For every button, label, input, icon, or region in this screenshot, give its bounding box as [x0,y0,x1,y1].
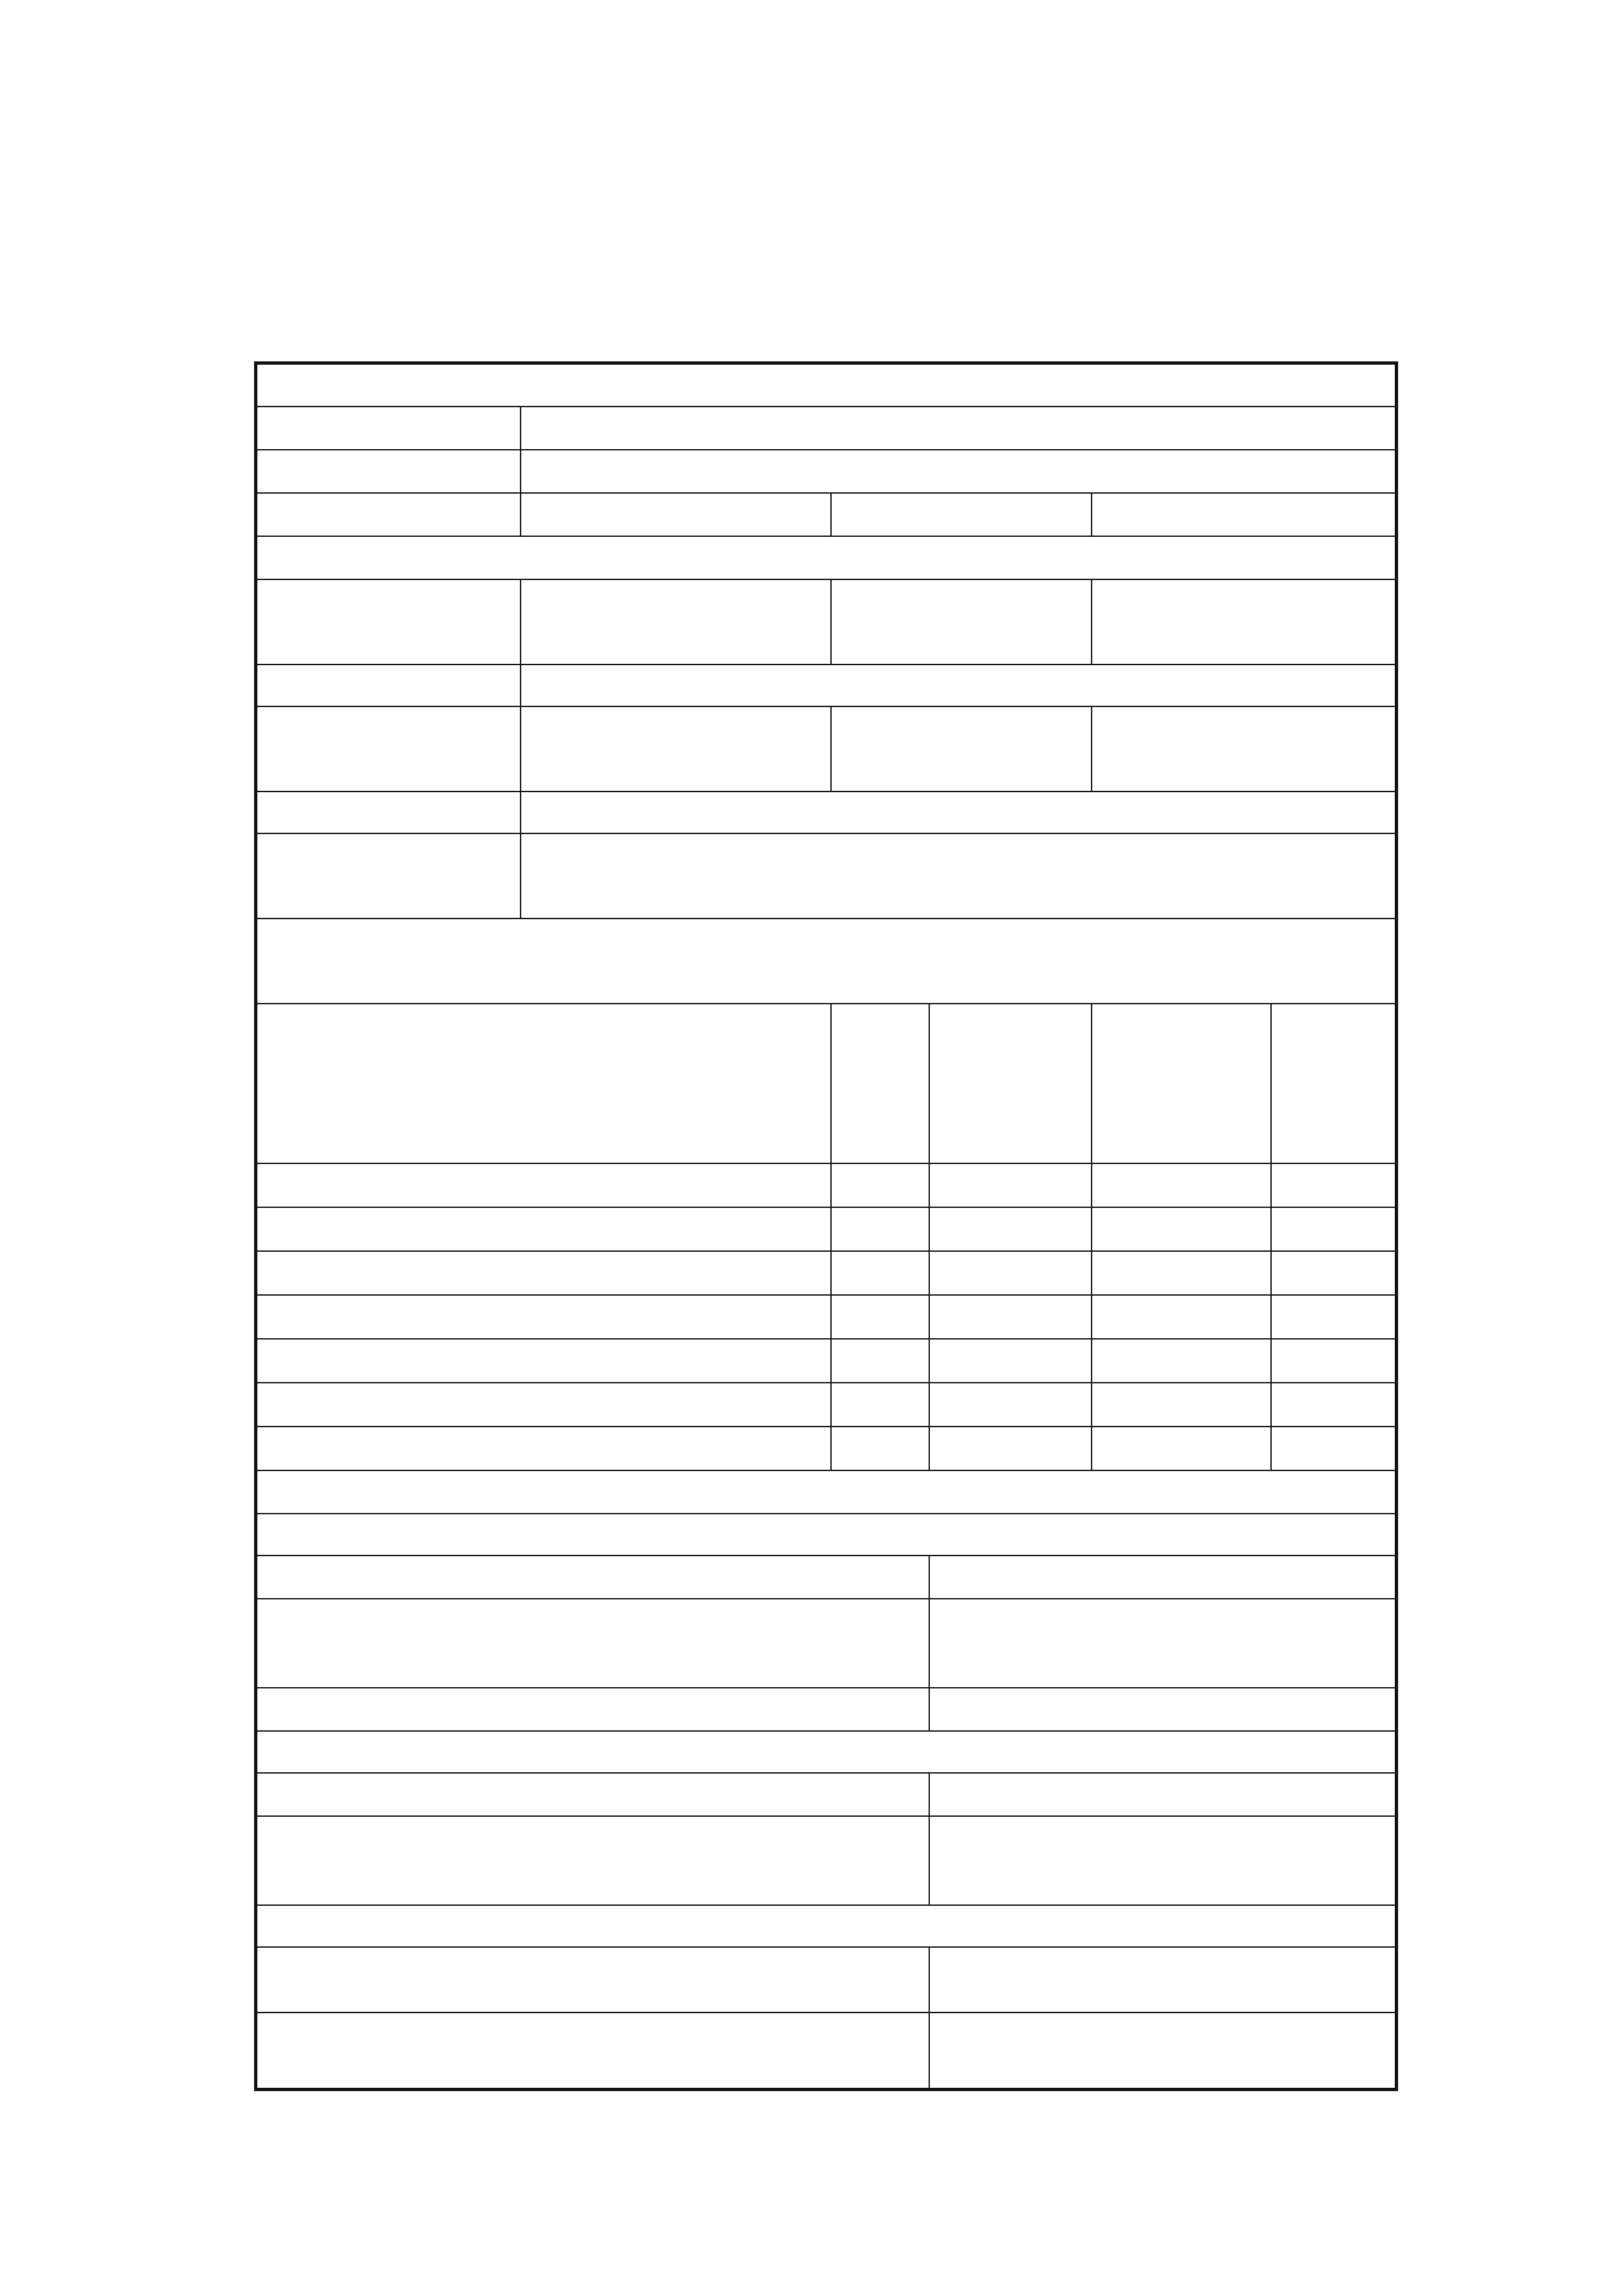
finding-item [256,1251,831,1295]
tech-unit-label [256,579,521,665]
section1-heading [256,363,1397,407]
finding-fixed-not-met [1092,1383,1271,1427]
col-fixed-not-met-header [1092,1004,1271,1163]
no-site-answer [521,833,1397,919]
finding-row [256,1427,1397,1470]
finding-item [256,1295,831,1339]
part2-date-label [256,1773,929,1816]
col-not-fixed-header [1271,1004,1397,1163]
finding-fixed-not-met [1092,1163,1271,1207]
section2-heading [256,536,1397,579]
finding-fixed-not-met [1092,1339,1271,1383]
verification-conclusion-form [254,361,1398,2091]
site-members-label [831,706,1092,792]
finding-conform-check [831,1339,929,1383]
finding-row [256,1295,1397,1339]
unit-address-value [521,450,1397,493]
col-conform-header [831,1004,929,1163]
part1-heading [256,1514,1397,1556]
finding-fixed-not-met [1092,1251,1271,1295]
finding-not-fixed [1271,1339,1397,1383]
finding-item [256,1339,831,1383]
q1-answer [929,1947,1397,2013]
finding-conform-check [831,1427,929,1470]
tech-members-label [831,579,1092,665]
part2-emission-label [256,1816,929,1905]
finding-conform-check [831,1163,929,1207]
finding-not-fixed [1271,1295,1397,1339]
part2-date-value [929,1773,1397,1816]
credit-code-label [256,493,521,536]
unit-name-value [521,407,1397,450]
finding-conform-check [831,1295,929,1339]
doc-review-date-label [256,665,521,706]
finding-fixed [929,1295,1092,1339]
site-unit-label [256,706,521,792]
site-date-value [521,792,1397,833]
finding-not-fixed [1271,1163,1397,1207]
finding-row [256,1251,1397,1295]
part1-emission-value [929,1599,1397,1688]
part3-heading [256,1905,1397,1947]
tech-members-value [1092,579,1397,665]
finding-conform-check [831,1383,929,1427]
site-date-label [256,792,521,833]
finding-fixed-not-met [1092,1207,1271,1251]
finding-item [256,1207,831,1251]
part1-production-value [929,1688,1397,1731]
finding-conform-check [831,1207,929,1251]
doc-review-date-value [521,665,1397,706]
part1-date-value [929,1556,1397,1599]
finding-fixed [929,1427,1092,1470]
finding-fixed [929,1207,1092,1251]
finding-row [256,1383,1397,1427]
part1-production-label [256,1688,929,1731]
finding-not-fixed [1271,1207,1397,1251]
finding-not-fixed [1271,1251,1397,1295]
part2-heading [256,1731,1397,1773]
finding-not-fixed [1271,1383,1397,1427]
part2-emission-value [929,1816,1397,1905]
col-content-header [256,1004,831,1163]
tech-unit-value [521,579,831,665]
finding-fixed [929,1383,1092,1427]
site-members-value [1092,706,1397,792]
finding-fixed [929,1163,1092,1207]
site-unit-value [521,706,831,792]
q2-answer [929,2013,1397,2090]
legal-rep-value [1092,493,1397,536]
finding-row [256,1163,1397,1207]
legal-rep-label [831,493,1092,536]
col-fixed-header [929,1004,1092,1163]
unit-address-label [256,450,521,493]
section3-heading-cell [256,919,1397,1004]
finding-fixed [929,1251,1092,1295]
no-site-label [256,833,521,919]
finding-item [256,1383,831,1427]
q1-label [256,1947,929,2013]
unit-name-label [256,407,521,450]
section4-heading [256,1470,1397,1514]
q2-label [256,2013,929,2090]
finding-row [256,1339,1397,1383]
finding-row [256,1207,1397,1251]
finding-fixed-not-met [1092,1295,1271,1339]
finding-item [256,1163,831,1207]
part1-date-label [256,1556,929,1599]
finding-fixed-not-met [1092,1427,1271,1470]
finding-fixed [929,1339,1092,1383]
finding-not-fixed [1271,1427,1397,1470]
credit-code-value [521,493,831,536]
finding-item [256,1427,831,1470]
part1-emission-label [256,1599,929,1688]
finding-conform-check [831,1251,929,1295]
